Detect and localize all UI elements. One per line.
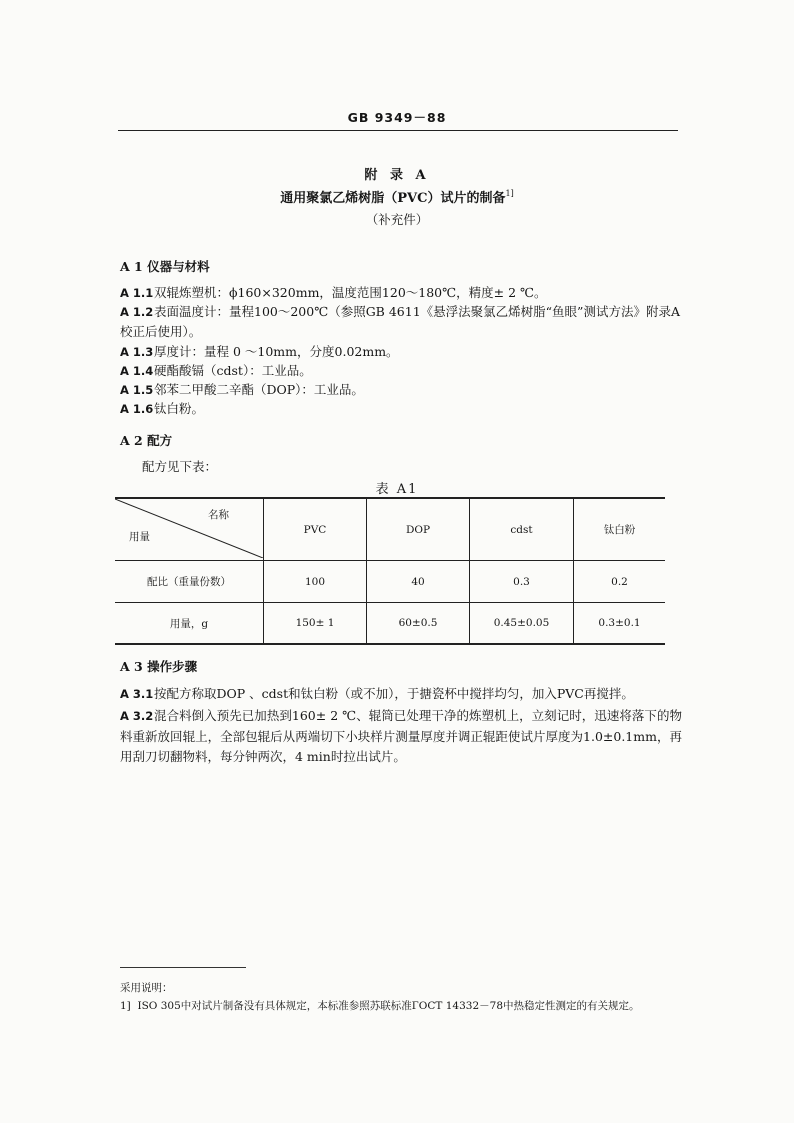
table-row xyxy=(115,561,665,603)
item-text: 厚度计：量程 0 ～10mm，分度0.02mm。 xyxy=(154,344,399,359)
footnote-mark: 1] xyxy=(120,1000,131,1012)
diagonal-header-cell xyxy=(115,498,264,561)
item-number: A 1.6 xyxy=(120,402,154,416)
paragraph-a3-1 xyxy=(120,684,682,705)
appendix-type: （补充件） xyxy=(365,212,429,227)
row-label: 用量，g xyxy=(169,617,209,630)
column-header: cdst xyxy=(470,498,574,561)
table-row xyxy=(115,603,665,645)
diag-label-amount: 用量 xyxy=(129,531,150,543)
footnote-text: ISO 305中对试片制备没有具体规定，本标准参照苏联标准ГОСТ 14332－78中热稳定性测定的有关规定。 xyxy=(137,1000,640,1012)
footnote xyxy=(120,998,640,1013)
item-a1-3 xyxy=(120,342,680,362)
item-text: 邻苯二甲酸二辛酯（DOP）：工业品。 xyxy=(154,382,364,397)
footnote-rule xyxy=(120,967,246,968)
item-a1-6 xyxy=(120,399,680,419)
paragraph-text: 按配方称取DOP 、cdst和钛白粉（或不加），于搪瓷杯中搅拌均匀，加入PVC再搅拌。 xyxy=(154,686,634,701)
diag-label-name: 名称 xyxy=(208,509,229,521)
table-header-row xyxy=(115,498,665,561)
item-a1-2 xyxy=(120,302,682,342)
item-a1-1 xyxy=(120,283,680,303)
paragraph-number: A 3.2 xyxy=(120,709,154,723)
table-cell: 0.3 xyxy=(470,561,574,603)
document-title xyxy=(0,187,794,206)
paragraph-a3-2 xyxy=(120,706,682,768)
table-cell: 0.3±0.1 xyxy=(574,603,666,645)
table-cell: 150± 1 xyxy=(264,603,367,645)
column-header: 钛白粉 xyxy=(574,498,666,561)
table-cell: 60±0.5 xyxy=(367,603,470,645)
header-rule xyxy=(118,130,678,131)
title-text: 通用聚氯乙烯树脂（PVC）试片的制备 xyxy=(280,191,506,206)
title-note-mark: 1] xyxy=(505,189,514,198)
item-a1-4 xyxy=(120,361,680,381)
appendix-label: 附 录 A xyxy=(364,168,430,183)
footnote-label: 采用说明： xyxy=(120,982,173,994)
item-number: A 1.4 xyxy=(120,364,154,378)
row-label: 配比（重量份数） xyxy=(115,561,264,603)
column-header: DOP xyxy=(367,498,470,561)
item-number: A 1.5 xyxy=(120,383,154,397)
table-cell: 0.2 xyxy=(574,561,666,603)
formula-table xyxy=(115,497,665,645)
item-text: 硬酯酸镉（cdst）：工业品。 xyxy=(154,363,312,378)
paragraph-number: A 3.1 xyxy=(120,687,154,701)
item-number: A 1.2 xyxy=(120,305,154,319)
table-cell: 0.45±0.05 xyxy=(470,603,574,645)
section-a2-heading: A 2 配方 xyxy=(120,433,173,448)
item-text: 钛白粉。 xyxy=(154,401,205,416)
table-cell: 100 xyxy=(264,561,367,603)
table-cell: 40 xyxy=(367,561,470,603)
item-text: 表面温度计：量程100～200℃（参照GB 4611《悬浮法聚氯乙烯树脂“鱼眼”测试方法》附录A校正后使用）。 xyxy=(120,304,680,339)
section-a3-heading: A 3 操作步骤 xyxy=(120,659,198,674)
column-header: PVC xyxy=(264,498,367,561)
item-number: A 1.1 xyxy=(120,286,154,300)
section-a1-heading: A 1 仪器与材料 xyxy=(120,259,210,274)
paragraph-text: 混合料倒入预先已加热到160± 2 ℃、辊筒已处理干净的炼塑机上，立刻记时，迅速将落下的物料重新放回辊上，全部包辊后从两端切下小块样片测量厚度并调正辊距使试片厚度为1.0±0.1mm，再用刮刀切翻物料，每分钟两次，4 min时拉出试片。 xyxy=(120,708,682,764)
item-a1-5 xyxy=(120,380,680,400)
header-code: GB 9349－88 xyxy=(347,110,447,125)
item-number: A 1.3 xyxy=(120,345,154,359)
item-text: 双辊炼塑机：ϕ160×320mm，温度范围120～180℃，精度± 2 ℃。 xyxy=(154,285,547,300)
table-intro: 配方见下表： xyxy=(142,459,218,474)
table-caption: 表 A1 xyxy=(375,482,419,497)
